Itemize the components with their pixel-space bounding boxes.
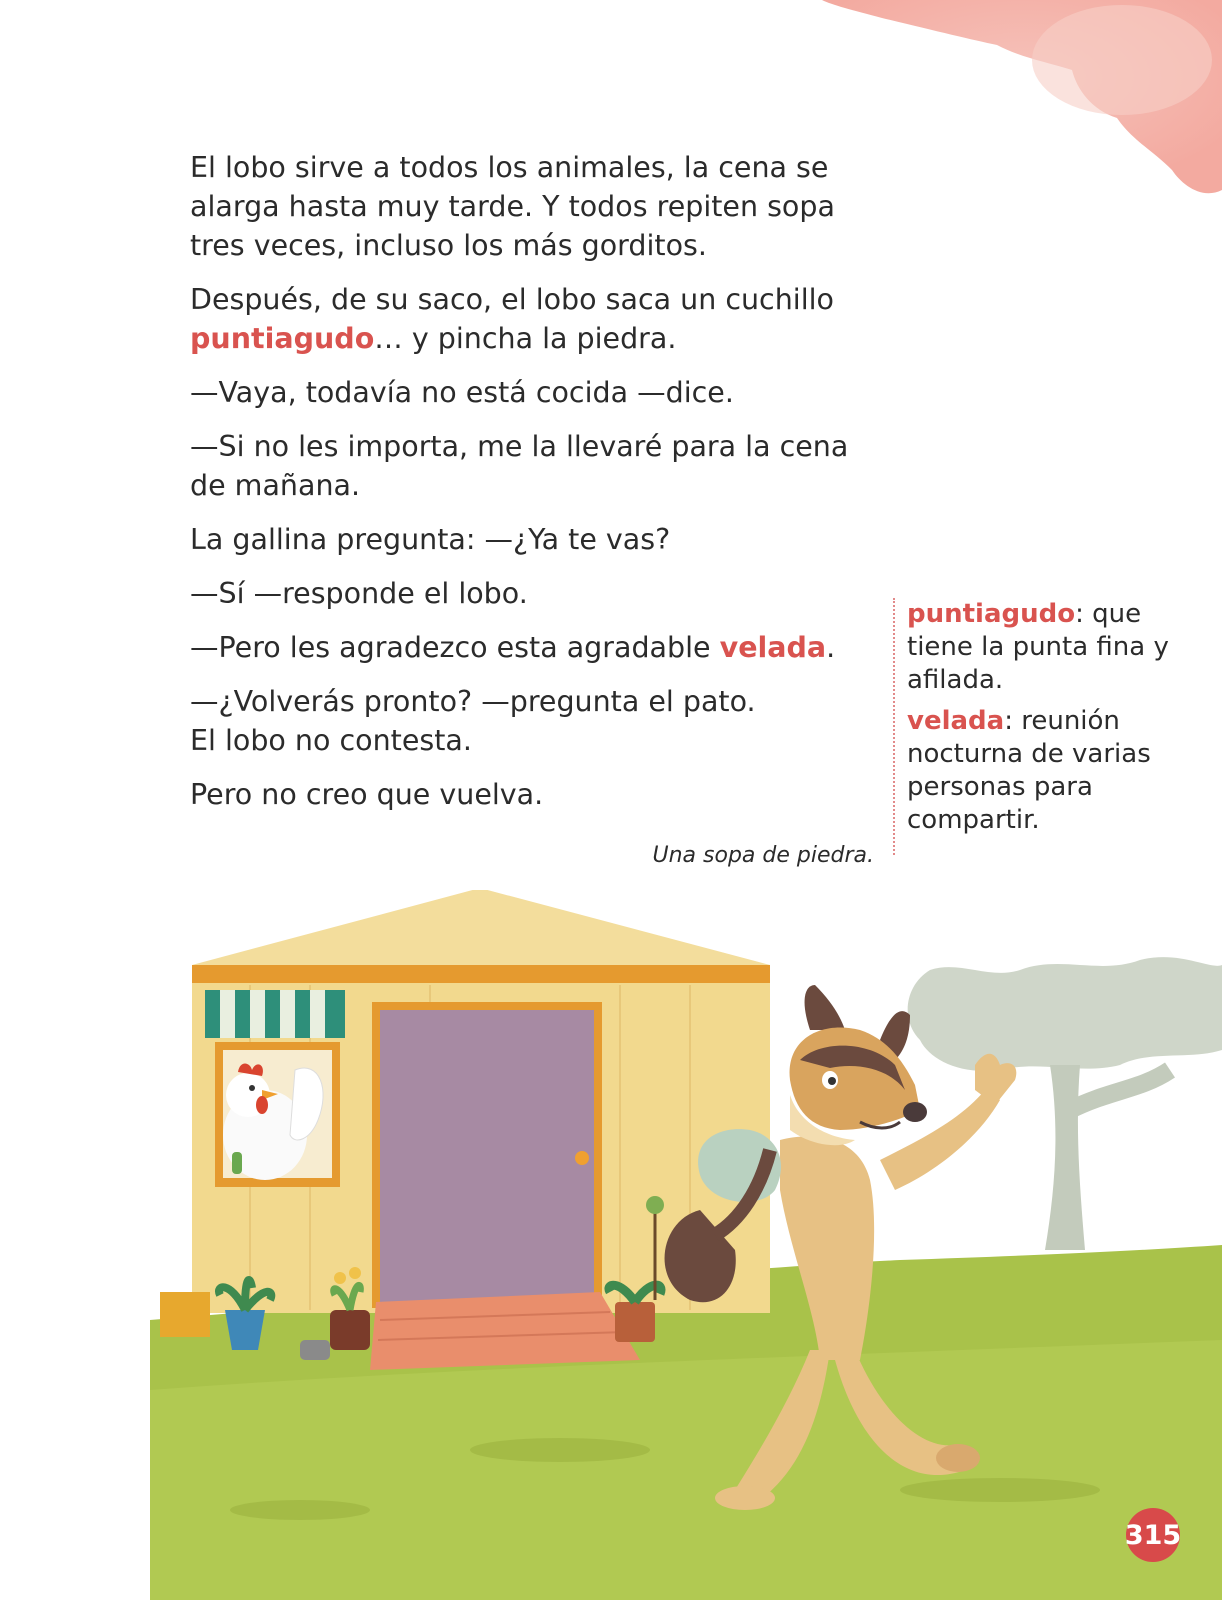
- glossary-box: [893, 598, 1177, 855]
- tree-icon: [908, 957, 1222, 1250]
- story-paragraph: [190, 628, 890, 667]
- story-text-run: El lobo no contesta.: [190, 724, 472, 757]
- highlight-term-velada: velada: [719, 631, 827, 664]
- story-paragraph: La gallina pregunta: —¿Ya te vas?: [190, 523, 671, 556]
- source-citation: Una sopa de piedra.: [652, 843, 874, 868]
- glossary-term: puntiagudo: [907, 599, 1076, 629]
- glossary-entry: [907, 598, 1177, 697]
- story-text-run: … y pincha la piedra.: [374, 322, 677, 355]
- story-text-run: —Pero les agradezco esta agradable: [190, 631, 720, 664]
- glossary-entry: [907, 705, 1177, 837]
- glossary-definition: : reunión nocturna de varias personas para compartir.: [907, 706, 1151, 835]
- story-paragraph: Pero no creo que vuelva.: [190, 778, 544, 811]
- story-illustration: [0, 890, 1222, 1600]
- story-text: [190, 148, 890, 829]
- story-paragraph: —Sí —responde el lobo.: [190, 577, 528, 610]
- story-paragraph: —Si no les importa, me la llevaré para la cena de mañana.: [190, 430, 849, 502]
- story-text-run: Después, de su saco, el lobo saca un cuchillo: [190, 283, 834, 316]
- story-text-run: .: [826, 631, 836, 664]
- highlight-term-puntiagudo: puntiagudo: [190, 322, 375, 355]
- story-paragraph: [190, 280, 890, 358]
- story-paragraph: [190, 682, 890, 760]
- story-paragraph: El lobo sirve a todos los animales, la cena se alarga hasta muy tarde. Y todos repiten sopa tres veces, incluso los más gorditos.: [190, 151, 835, 262]
- page-number-badge: 315: [1126, 1508, 1180, 1562]
- story-text-run: —¿Volverás pronto? —pregunta el pato.: [190, 685, 756, 718]
- story-paragraph: —Vaya, todavía no está cocida —dice.: [190, 376, 734, 409]
- glossary-definition: : que tiene la punta fina y afilada.: [907, 599, 1169, 695]
- glossary-term: velada: [907, 706, 1005, 736]
